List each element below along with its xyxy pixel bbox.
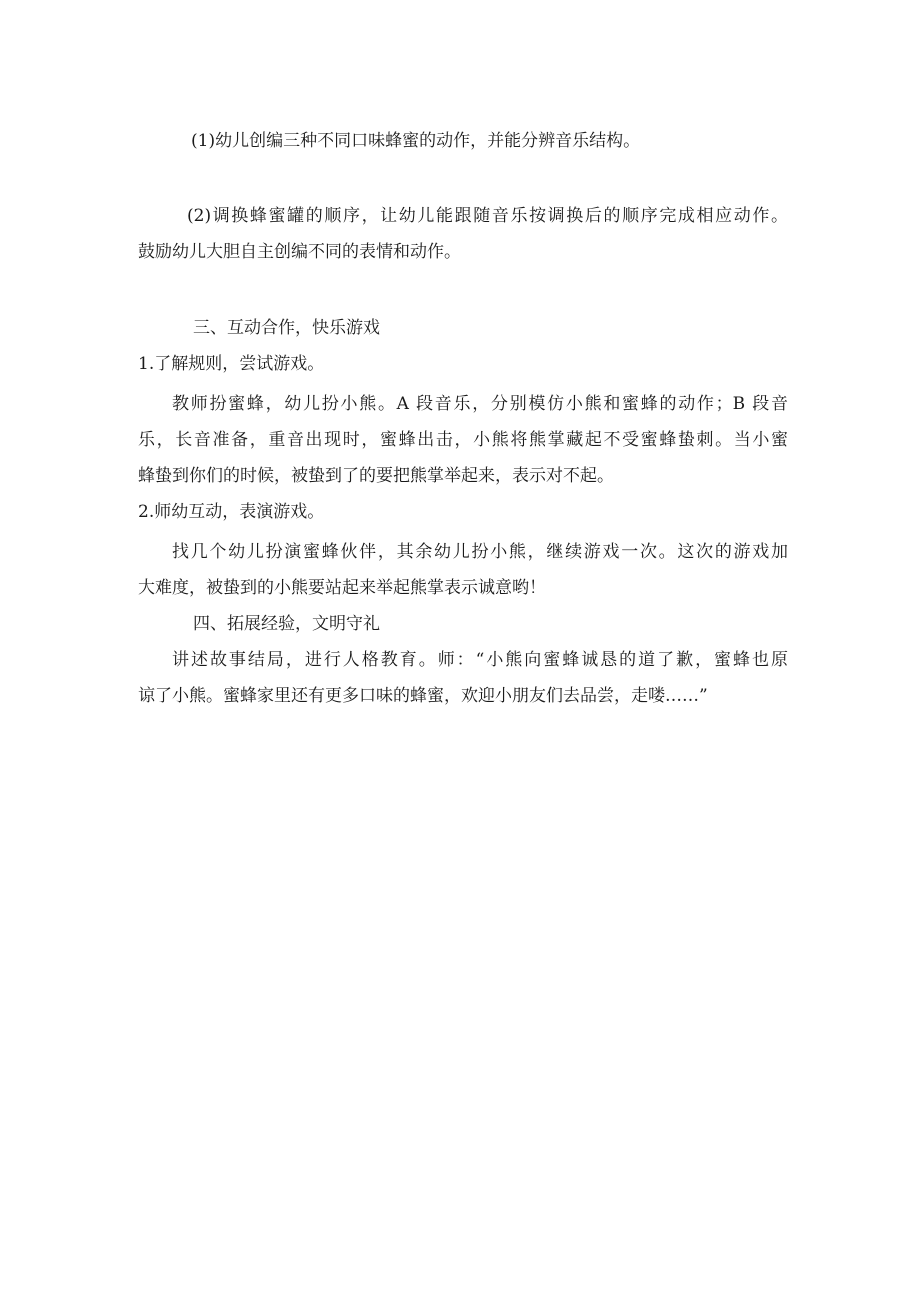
paragraph-step-2-line-2: 鼓励幼儿大胆自主创编不同的表情和动作。 xyxy=(138,242,461,262)
paragraph-step-1: (1)幼儿创编三种不同口味蜂蜜的动作，并能分辨音乐结构。 xyxy=(191,131,641,151)
paragraph-story-line-2: 谅了小熊。蜜蜂家里还有更多口味的蜂蜜，欢迎小朋友们去品尝，走喽……” xyxy=(138,686,708,706)
document-body xyxy=(138,123,788,714)
paragraph-rules-line-1: 教师扮蜜蜂，幼儿扮小熊。A 段音乐，分别模仿小熊和蜜蜂的动作；B 段音 xyxy=(172,394,788,414)
subheading-1: 1.了解规则，尝试游戏。 xyxy=(138,354,325,374)
paragraph-rules-line-3: 蜂蛰到你们的时候，被蛰到了的要把熊掌举起来，表示对不起。 xyxy=(138,466,614,486)
section-heading-4: 四、拓展经验，文明守礼 xyxy=(193,614,380,634)
paragraph-story-line-1: 讲述故事结局，进行人格教育。师：“小熊向蜜蜂诚恳的道了歉，蜜蜂也原 xyxy=(172,650,788,670)
paragraph-step-2-line-1: (2)调换蜂蜜罐的顺序，让幼儿能跟随音乐按调换后的顺序完成相应动作。 xyxy=(187,206,788,226)
subheading-2: 2.师幼互动，表演游戏。 xyxy=(138,502,325,522)
paragraph-rules-line-2: 乐，长音准备，重音出现时，蜜蜂出击，小熊将熊掌藏起不受蜜蜂蛰刺。当小蜜 xyxy=(138,430,788,450)
paragraph-performance-line-1: 找几个幼儿扮演蜜蜂伙伴，其余幼儿扮小熊，继续游戏一次。这次的游戏加 xyxy=(172,542,788,562)
section-heading-3: 三、互动合作，快乐游戏 xyxy=(193,318,380,338)
paragraph-performance-line-2: 大难度，被蛰到的小熊要站起来举起熊掌表示诚意哟！ xyxy=(138,578,546,598)
